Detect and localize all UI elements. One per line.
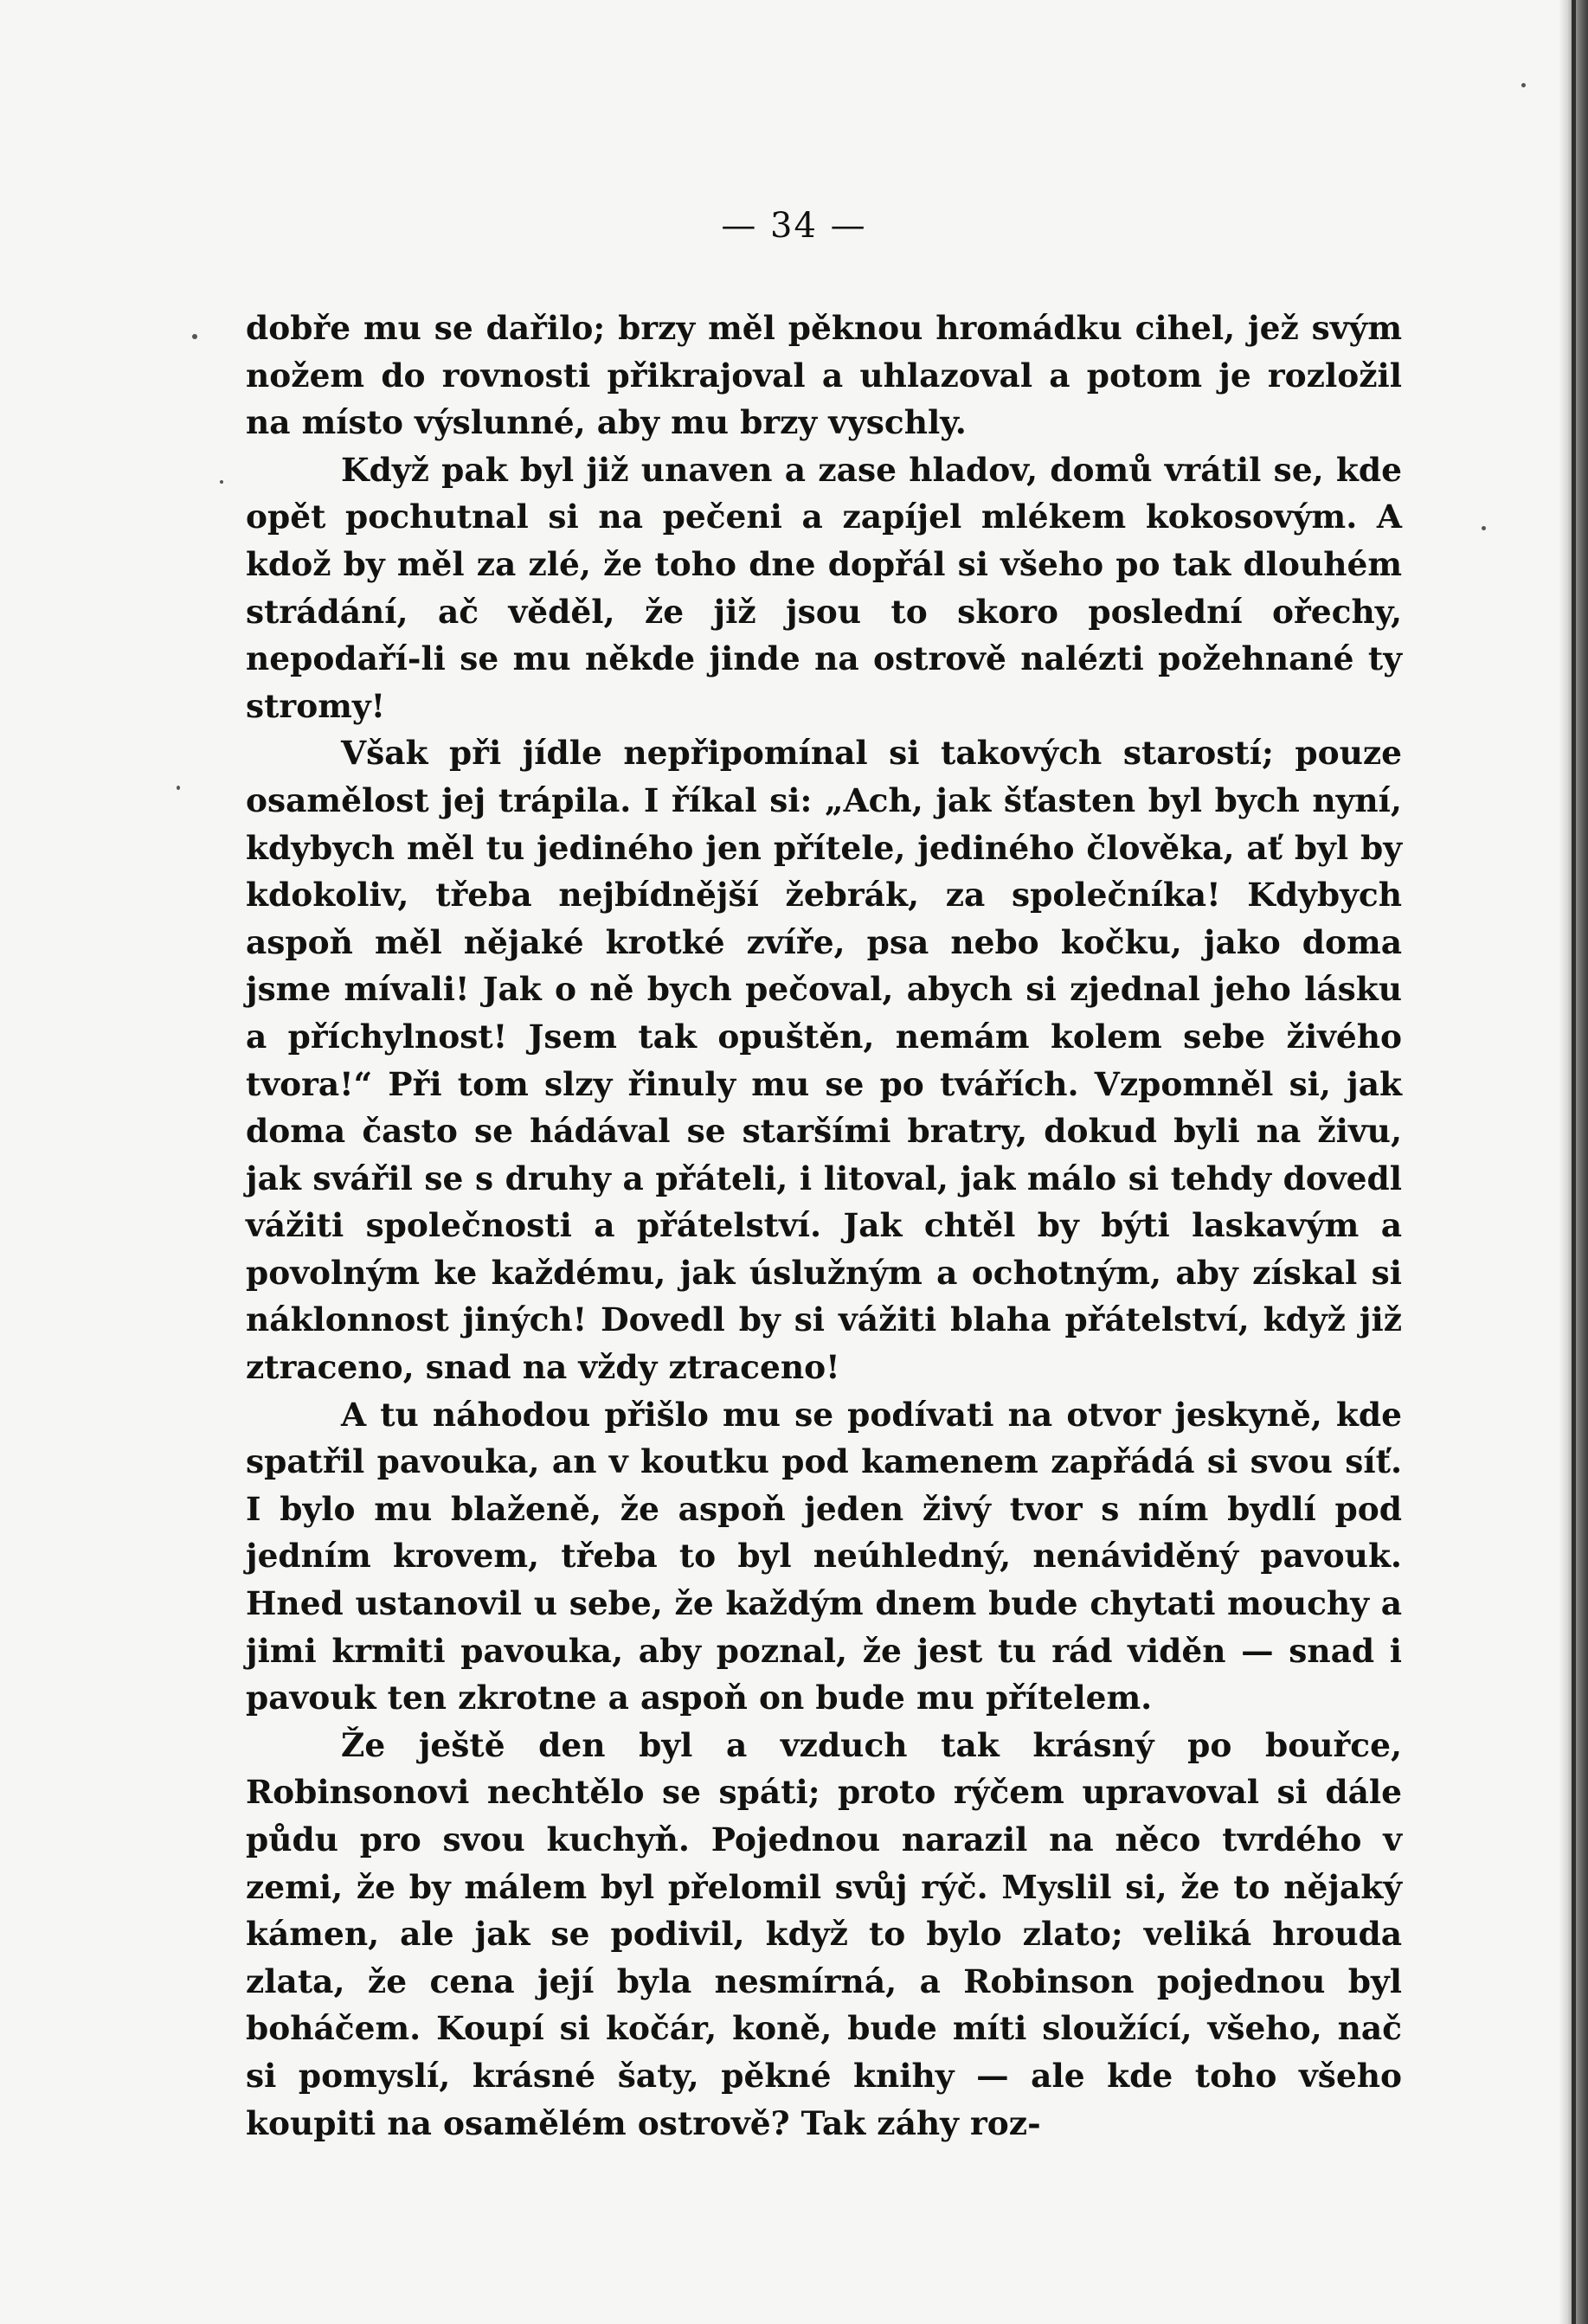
paragraph: Však při jídle nepřipomínal si takových starostí; pouze osamělost jej trápila. I říkal si: „Ach, jak šťasten byl bych nyní, kdybych měl tu jediného jen přítele, jediného člověka, ať byl by kdokoliv, třeba nejbídnější žebrák, za společníka! Kdybych aspoň měl nějaké krotké zvíře, psa nebo kočku, jako doma jsme mívali! Jak o ně bych pečoval, abych si zjednal jeho lásku a příchylnost! Jsem tak opuštěn, nemám kolem sebe živého tvora!“ Při tom slzy řinuly mu se po tvářích. Vzpomněl si, jak doma často se hádával se staršími bratry, dokud byli na živu, jak svářil se s druhy a přáteli, i litoval, jak málo si tehdy dovedl vážiti společnosti a přátelství. Jak chtěl by býti laskavým a povolným ke každému, jak úslužným a ochotným, aby získal si náklonnost jiných! Dovedl by si vážiti blaha přátelství, když již ztraceno, snad na vždy ztraceno! bbox=[246, 734, 1402, 1387]
print-speck bbox=[1482, 526, 1486, 530]
print-speck bbox=[192, 334, 197, 339]
paragraph: A tu náhodou přišlo mu se podívati na otvor jeskyně, kde spatřil pavouka, an v koutku pod kamenem zapřádá si svou síť. I bylo mu blaženě, že aspoň jeden živý tvor s ním bydlí pod jedním krovem, třeba to byl neúhledný, nenáviděný pavouk. Hned ustanovil u sebe, že každým dnem bude chytati mouchy a jimi krmiti pavouka, aby poznal, že jest tu rád viděn — snad i pavouk ten zkrotne a aspoň on bude mu přítelem. bbox=[246, 1395, 1402, 1717]
paragraph: dobře mu se dařilo; brzy měl pěknou hromádku cihel, jež svým nožem do rovnosti přikrajoval a uhlazoval a potom je rozložil na místo výslunné, aby mu brzy vyschly. bbox=[246, 309, 1402, 442]
page-edge-line bbox=[1572, 0, 1576, 2324]
print-speck bbox=[1521, 83, 1526, 87]
body-text bbox=[246, 305, 1402, 2147]
print-speck bbox=[220, 480, 223, 484]
paragraph: Když pak byl již unaven a zase hladov, domů vrátil se, kde opět pochutnal si na pečeni a zapíjel mlékem kokosovým. A kdož by měl za zlé, že toho dne dopřál si všeho po tak dlouhém strádání, ač věděl, že již jsou to skoro poslední ořechy, nepodaří-li se mu někde jinde na ostrově nalézti požehnané ty stromy! bbox=[246, 450, 1402, 725]
paragraph: Že ještě den byl a vzduch tak krásný po bouřce, Robinsonovi nechtělo se spáti; proto rýčem upravoval si dále půdu pro svou kuchyň. Pojednou narazil na něco tvrdého v zemi, že by málem byl přelomil svůj rýč. Myslil si, že to nějaký kámen, ale jak se podivil, když to bylo zlato; veliká hrouda zlata, že cena její byla nesmírná, a Robinson pojednou byl boháčem. Koupí si kočár, koně, bude míti sloužící, všeho, nač si pomyslí, krásné šaty, pěkné knihy — ale kde toho všeho koupiti na osamělém ostrově? Tak záhy roz- bbox=[246, 1725, 1402, 2142]
page-number: — 34 — bbox=[721, 206, 867, 246]
print-speck bbox=[177, 786, 180, 790]
